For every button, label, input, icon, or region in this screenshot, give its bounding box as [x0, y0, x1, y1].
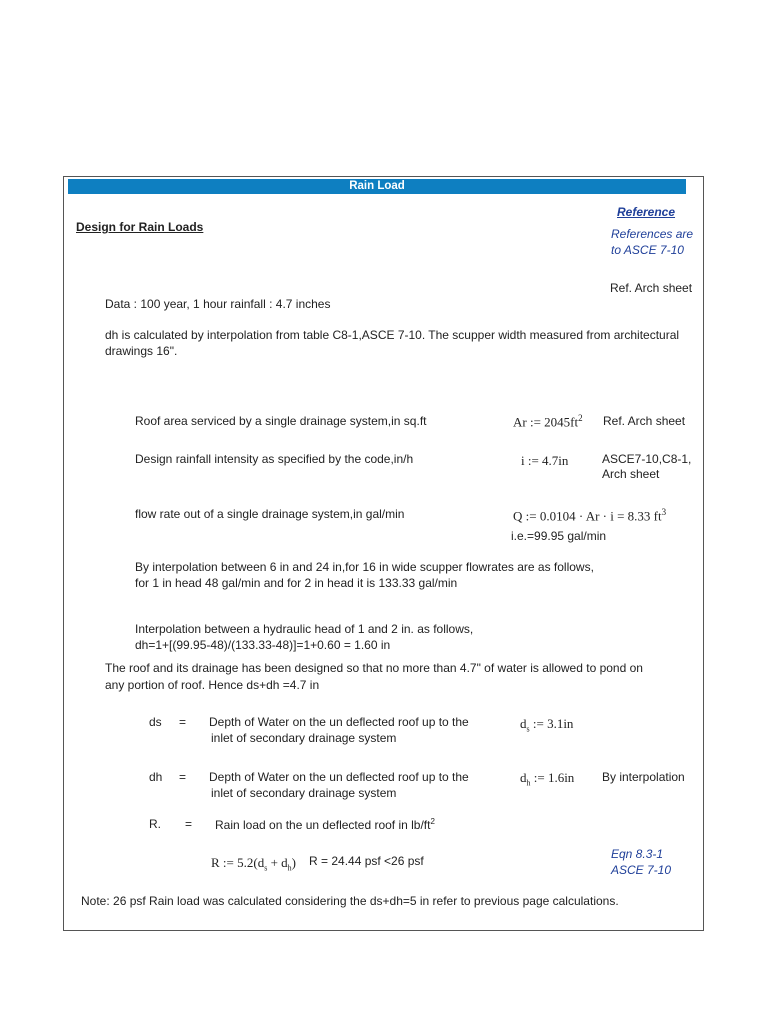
r-reference-line1: Eqn 8.3-1 — [611, 847, 664, 861]
reference-title: Reference — [617, 205, 676, 219]
dh-equals: = — [179, 770, 187, 784]
rain-load-banner: Rain Load — [68, 179, 686, 194]
data-line: Data : 100 year, 1 hour rainfall : 4.7 inches — [105, 297, 331, 311]
dh-description-line2: inlet of secondary drainage system — [211, 786, 397, 800]
dh-intro-line1: dh is calculated by interpolation from table C8-1,ASCE 7-10. The scupper width measured from architectural — [105, 328, 680, 342]
dh-intro-line2: drawings 16". — [105, 344, 178, 358]
roof-area-formula: Ar := $2045ft^2$ — [513, 413, 583, 430]
footer-note: Note: 26 psf Rain load was calculated considering the ds+dh=5 in refer to previous page calculations. — [81, 894, 619, 908]
interp1-line2: for 1 in head 48 gal/min and for 2 in head it is 133.33 gal/min — [135, 576, 458, 590]
design-heading: Design for Rain Loads — [76, 220, 204, 234]
data-reference: Ref. Arch sheet — [610, 281, 693, 295]
r-reference-line2: ASCE 7-10 — [611, 863, 672, 877]
ds-formula: $d_s$ := 3.1in — [520, 716, 574, 734]
r-result: R = 24.44 psf <26 psf — [309, 854, 424, 868]
ds-equals: = — [179, 715, 187, 729]
roof-area-label: Roof area serviced by a single drainage system,in sq.ft — [135, 414, 427, 428]
r-equals: = — [185, 817, 193, 831]
r-description: Rain load on the un deflected roof in $lb/ft^2$ — [215, 817, 435, 832]
roof-line2: any portion of roof. Hence ds+dh =4.7 in — [105, 678, 320, 692]
interp2-line2: dh=1+[(99.95-48)/(133.33-48)]=1+0.60 = 1.60 in — [135, 638, 391, 652]
dh-formula: $d_h$ := 1.6in — [520, 770, 575, 788]
r-symbol: R. — [149, 817, 161, 831]
intensity-label: Design rainfall intensity as specified by the code,in/h — [135, 452, 414, 466]
intensity-reference-line2: Arch sheet — [602, 467, 660, 481]
dh-description-line1: Depth of Water on the un deflected roof up to the — [209, 770, 469, 784]
intensity-reference-line1: ASCE7-10,C8-1, — [602, 452, 692, 466]
roof-area-reference: Ref. Arch sheet — [603, 414, 686, 428]
reference-note-line1: References are — [611, 227, 694, 241]
r-formula: R := $5.2(d_s + d_h)$ — [211, 855, 297, 873]
reference-note-line2: to ASCE 7-10 — [611, 243, 684, 257]
interp2-line1: Interpolation between a hydraulic head of 1 and 2 in. as follows, — [135, 622, 474, 636]
intensity-formula: i := 4.7in — [521, 453, 569, 468]
dh-symbol: dh — [149, 770, 163, 784]
roof-line1: The roof and its drainage has been designed so that no more than 4.7" of water is allowed to pond on — [105, 661, 643, 675]
flow-note: i.e.=99.95 gal/min — [511, 529, 607, 543]
dh-reference: By interpolation — [602, 770, 685, 784]
ds-description-line2: inlet of secondary drainage system — [211, 731, 397, 745]
ds-description-line1: Depth of Water on the un deflected roof up to the — [209, 715, 469, 729]
interp1-line1: By interpolation between 6 in and 24 in,for 16 in wide scupper flowrates are as follows, — [135, 560, 594, 574]
ds-symbol: ds — [149, 715, 162, 729]
flow-label: flow rate out of a single drainage system,in gal/min — [135, 507, 405, 521]
flow-formula: Q := 0.0104 · Ar · i = 8.33 $ft^3$ — [513, 507, 667, 524]
